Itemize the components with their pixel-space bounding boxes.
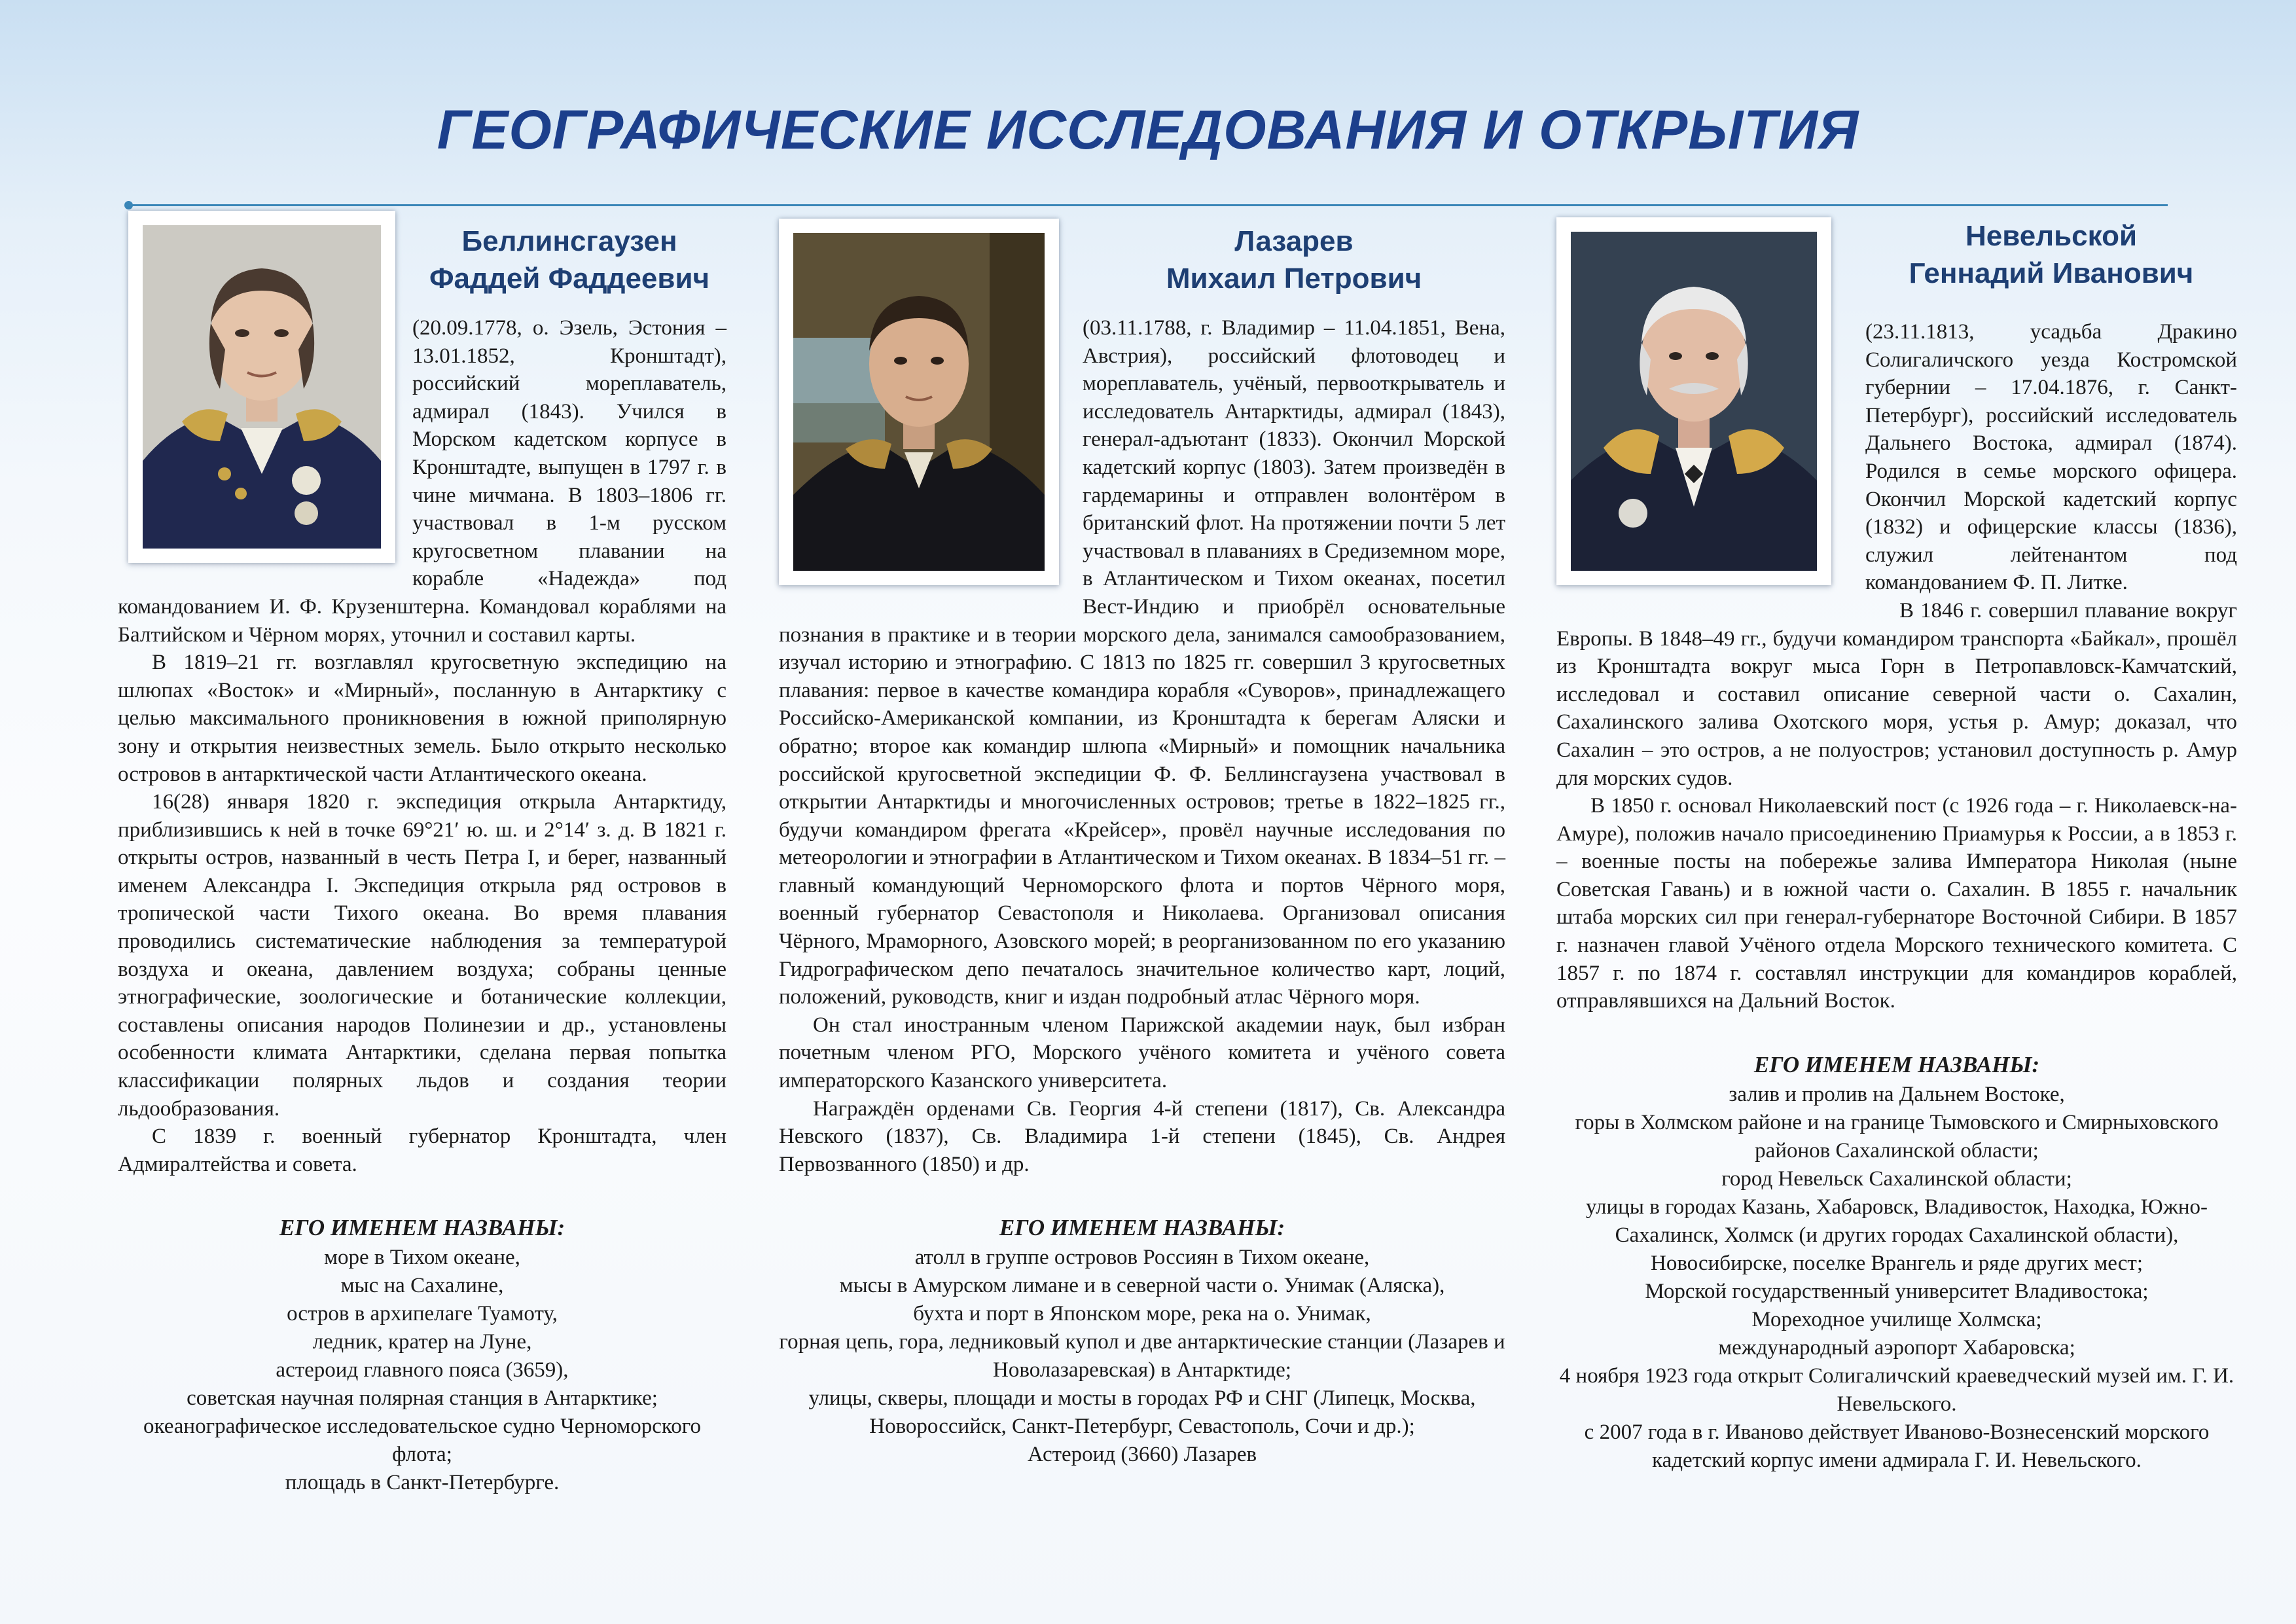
title-divider [128,204,2168,206]
named-after-item: мыс на Сахалине, [340,1274,504,1298]
named-after-item: океанографическое исследовательское судно Черноморского флота; [143,1415,701,1467]
named-after-item: мысы в Амурском лимане и в северной части о. Унимак (Аляска), [839,1274,1445,1298]
bio-paragraph: Он стал иностранным членом Парижской академии наук, был избран почетным членом РГО, Морского учёного комитета и учёного совета императорского Казанского университета. [779,1013,1505,1093]
named-after-item: море в Тихом океане, [324,1246,520,1270]
named-after-item: советская научная полярная станция в Антарктике; [187,1386,658,1411]
named-after-list [1556,1081,2237,1475]
portrait-lazarev [793,233,1045,571]
portrait-bellingshausen [143,225,381,549]
named-after-list [118,1244,726,1497]
named-after-item: Мореходное училище Холмска; [1751,1307,2042,1331]
named-after-item: атолл в группе островов Россиян в Тихом океане, [914,1246,1370,1270]
explorer-card-bellingshausen [118,211,726,1497]
bio-paragraph: В 1819–21 гг. возглавлял кругосветную экспедицию на шлюпах «Восток» и «Мирный», посланную в Антарктику с целью максимального проникновения в южной приполярную зону и открытия неизвестных земель. Было открыто несколько островов в антарктической части Атлантического океана. [118,651,726,786]
bio-paragraph: С 1839 г. военный губернатор Кронштадта, член Адмиралтейства и совета. [118,1125,726,1176]
explorer-name-text: Невельской Геннадий Иванович [1909,220,2194,289]
explorer-card-lazarev [779,211,1505,1469]
named-after-item: бухта и порт в Японском море, река на о. Унимак, [913,1302,1371,1326]
named-after-item: международный аэропорт Хабаровска; [1718,1335,2075,1360]
named-after-item: 4 ноября 1923 года открыт Солигаличский краеведческий музей им. Г. И. Невельского. [1559,1363,2234,1416]
bio-paragraph: В 1850 г. основал Николаевский пост (с 1926 года – г. Николаевск-на-Амуре), положив начало присоединению Приамурья к России, а в 1853 г. – военные посты на побережье залива Императора Николая (ныне Советская Гавань) и в южной части о. Сахалин. В 1855 г. начальник штаба морских сил при генерал-губернаторе Восточной Сибири. В 1857 г. назначен главой Учёного отдела Морского технического комитета. С 1857 г. по 1874 г. составлял инструкции для командиров кораблей, отправлявшихся на Дальний Восток. [1556,794,2237,1013]
named-after-item: залив и пролив на Дальнем Востоке, [1729,1082,2065,1106]
bio-paragraph: (03.11.1788, г. Владимир – 11.04.1851, Вена, Австрия), российский флотоводец и мореплаватель, учёный, первооткрыватель и исследователь Антарктиды, адмирал (1843), генерал-адъютант (1833). Окончил Морской кадетский корпус (1803). Затем произведён в гардемарины и отправлен волонтёром в британский флот. На протяжении почти 5 лет участвовал в плаваниях в Средиземном море, в Атлантическом и Тихом океанах, посетил Вест-Индию и приобрёл основательные познания в практике и в теории морского дела, занимался самообразованием, изучал историю и этнографию. С 1813 по 1825 гг. совершил 3 кругосветных плавания: первое в качестве командира корабля «Суворов», принадлежащего Российско-Американской компании, из Кронштадта к берегам Аляски и обратно; второе как командир шлюпа «Мирный» и помощник начальника российской кругосветной экспедиции Ф. Ф. Беллинсгаузена участвовал в открытии Антарктиды и многочисленных островов; третье в 1822–1825 гг., будучи командиром фрегата «Крейсер», провёл научные исследования по метеорологии и этнографии в Атлантическом и Тихом океанах. В 1834–51 гг. – главный командующий Черноморского флота и портов Чёрного моря, военный губернатор Севастополя и Николаева. Организовал описания Чёрного, Мраморного, Азовского морей; в реорганизованном по его указанию Гидрографическом депо печаталось значительное количество карт, лоций, положений, руководств, книг и издан подробный атлас Чёрного моря. [779,316,1505,1009]
named-after-item: горная цепь, гора, ледниковый купол и две антарктические станции (Лазарев и Новолазаревская) в Антарктиде; [779,1330,1505,1382]
named-after-item: улицы, скверы, площади и мосты в городах РФ и СНГ (Липецк, Москва, Новороссийск, Санкт-Петербург, Севастополь, Сочи и др.); [808,1386,1476,1439]
bio-paragraph: (20.09.1778, о. Эзель, Эстония – 13.01.1852, Кронштадт), российский мореплаватель, адмирал (1843). Учился в Морском кадетском корпусе в Кронштадте, выпущен в 1797 г. в чине мичмана. В 1803–1806 гг. участвовал в 1-м русском кругосветном плавании на корабле «Надежда» под командованием И. Ф. Крузенштерна. Командовал кораблями на Балтийском и Чёрном морях, уточнил и составил карты. [118,316,726,647]
explorer-name-text: Беллинсгаузен Фаддей Фаддеевич [429,225,710,295]
bio-paragraph: Награждён орденами Св. Георгия 4-й степени (1817), Св. Александра Невского (1837), Св. Владимира 1-й степени (1845), Св. Андрея Первозванного (1850) и др. [779,1096,1505,1176]
named-after-item: ледник, кратер на Луне, [312,1330,532,1354]
explorer-card-nevelskoy [1556,211,2237,1475]
named-after-heading: ЕГО ИМЕНЕМ НАЗВАНЫ: [1753,1051,2040,1077]
named-after-item: площадь в Санкт-Петербурге. [285,1471,560,1495]
bio-paragraph: В 1846 г. совершил плавание вокруг Европы. В 1848–49 гг., будучи командиром транспорта «Байкал», прошёл из Кронштадта вокруг мыса Горн в Петропавловск-Камчатский, исследовал и составил описание северной части о. Сахалин, Сахалинского залива Охотского моря, устья р. Амур; доказал, что Сахалин – это остров, а не полуостров; установил доступность р. Амур для морских судов. [1556,598,2237,790]
portrait-nevelskoy [1571,232,1817,571]
named-after-item: горы в Холмском районе и на границе Тымовского и Смирныховского районов Сахалинской области; [1575,1110,2219,1163]
named-after-item: Астероид (3660) Лазарев [1027,1443,1257,1467]
named-after-heading: ЕГО ИМЕНЕМ НАЗВАНЫ: [279,1215,565,1241]
bio-paragraph: (23.11.1813, усадьба Дракино Солигаличского уезда Костромской губернии – 17.04.1876, г. Санкт-Петербург), российский исследователь Дальнего Востока, адмирал (1874). Родился в семье морского офицера. Окончил Морской кадетский корпус (1832) и офицерские классы (1836), служил лейтенантом под командованием Ф. П. Литке. [1865,320,2237,595]
named-after-item: с 2007 года в г. Иваново действует Иваново-Вознесенский морского кадетский корпус имени адмирала Г. И. Невельского. [1584,1420,2210,1472]
named-after-item: город Невельск Сахалинской области; [1721,1166,2072,1191]
bio-paragraph: 16(28) января 1820 г. экспедиция открыла Антарктиду, приблизившись к ней в точке 69°21′ ю. ш. и 2°14′ з. д. В 1821 г. открыты остров, названный в честь Петра I, и берег, названный именем Александра I. Экспедиция открыла ряд островов в тропической части Тихого океана. Во время плавания проводились систематические наблюдения за температурой воздуха и океана, давлением воздуха; собраны ценные этнографические, зоологические и ботанические коллекции, составлены описания народов Полинезии и др., установлены особенности климата Антарктики, сделана первая попытка классификации полярных льдов и создания теории льдообразования. [118,790,726,1121]
named-after-item: улицы в городах Казань, Хабаровск, Владивосток, Находка, Южно-Сахалинск, Холмск (и других городах Сахалинской области), Новосибирске, поселке Врангель и ряде других мест; [1585,1195,2208,1275]
named-after-item: астероид главного пояса (3659), [276,1358,569,1382]
portrait-frame [779,219,1059,585]
portrait-frame [128,211,395,563]
explorer-name-text: Лазарев Михаил Петрович [1166,225,1422,295]
named-after-item: Морской государственный университет Владивостока; [1645,1279,2149,1303]
named-after-list [779,1244,1505,1469]
portrait-frame [1556,217,1831,585]
named-after-heading: ЕГО ИМЕНЕМ НАЗВАНЫ: [999,1215,1285,1241]
named-after-item: остров в архипелаге Туамоту, [287,1302,558,1326]
divider-dot [124,201,133,209]
page-title: ГЕОГРАФИЧЕСКИЕ ИССЛЕДОВАНИЯ И ОТКРЫТИЯ [437,99,1859,160]
